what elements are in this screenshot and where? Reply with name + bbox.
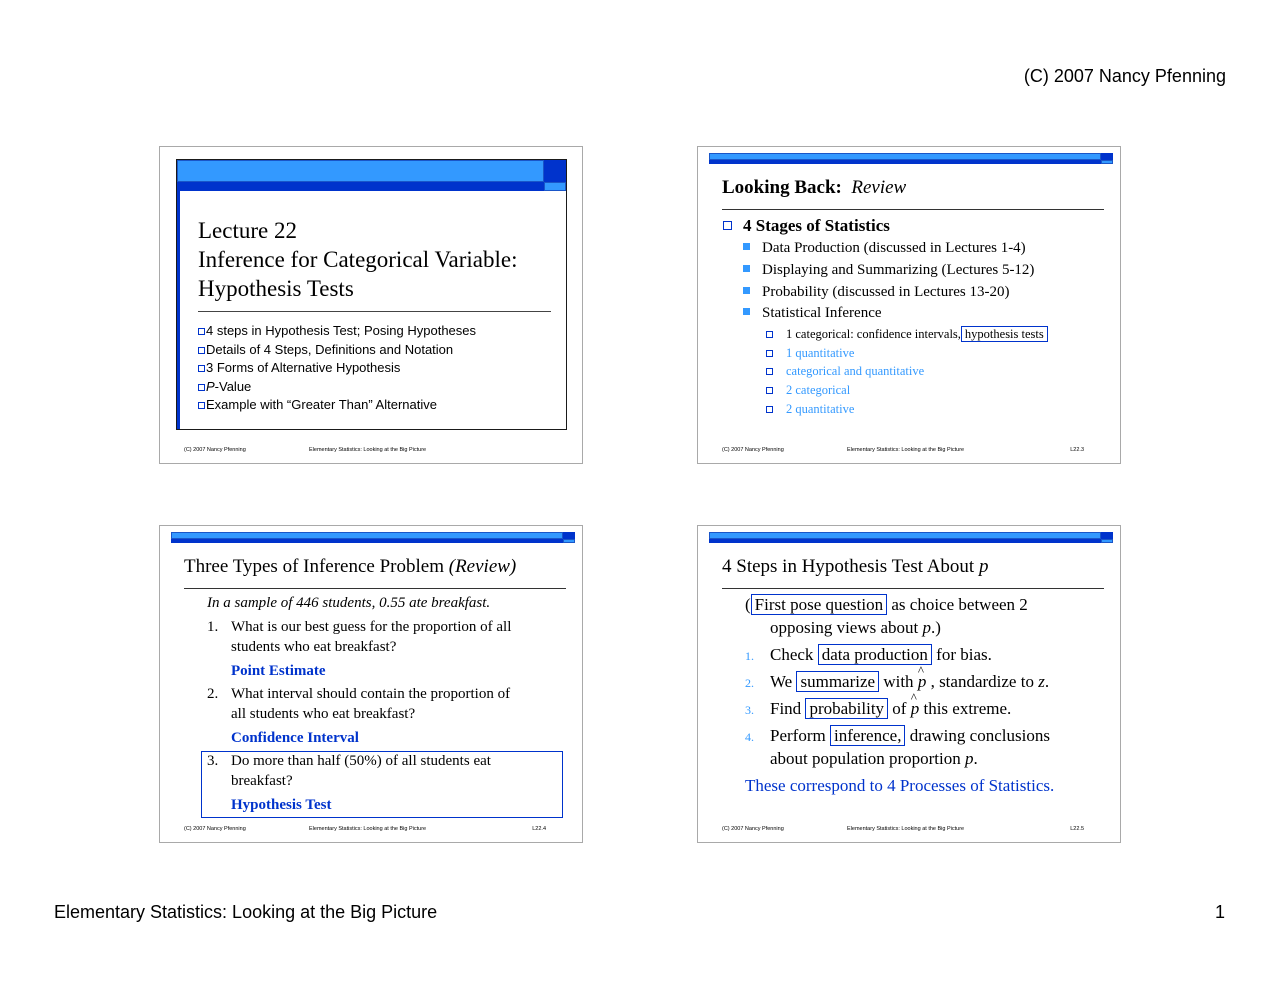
- highlight-box: probability: [805, 698, 888, 719]
- slide-title: 4 Steps in Hypothesis Test About p: [722, 556, 989, 577]
- square-bullet-icon: [743, 265, 750, 272]
- slide-footer-book: Elementary Statistics: Looking at the Big Picture: [847, 447, 965, 453]
- square-bullet-icon: [198, 365, 205, 372]
- answer-2: Confidence Interval: [231, 730, 359, 746]
- intro-text: In a sample of 446 students, 0.55 ate breakfast.: [207, 595, 491, 611]
- slide-2-looking-back: [697, 146, 1121, 464]
- square-bullet-icon: [198, 328, 205, 335]
- lecture-outline: [198, 322, 476, 415]
- outline-item: Details of 4 Steps, Definitions and Notation: [198, 341, 476, 360]
- highlight-box: summarize: [796, 671, 879, 692]
- title-frame: [176, 159, 567, 430]
- bullet-level2: Statistical Inference: [743, 305, 882, 322]
- bullet-level2: Displaying and Summarizing (Lectures 5-12): [743, 262, 1034, 279]
- slide-1-title: [159, 146, 583, 464]
- answer-3: Hypothesis Test: [231, 797, 332, 813]
- title-strip-square: [544, 182, 566, 191]
- square-bullet-icon: [743, 308, 750, 315]
- title-bar-decoration: [177, 160, 544, 182]
- square-bullet-icon: [766, 350, 773, 357]
- square-bullet-icon: [743, 243, 750, 250]
- slide-footer-copyright: (C) 2007 Nancy Pfenning: [722, 826, 784, 832]
- slide-footer-book: Elementary Statistics: Looking at the Big Picture: [309, 826, 427, 832]
- page-footer-title: Elementary Statistics: Looking at the Big Picture: [54, 902, 438, 922]
- slide-number: L22.4: [532, 826, 546, 832]
- title-divider: [198, 311, 551, 312]
- p-hat-symbol: ^ p: [918, 672, 927, 692]
- title-bar-square: [544, 160, 566, 182]
- slide-footer-copyright: (C) 2007 Nancy Pfenning: [722, 447, 784, 453]
- step-2: 2. We summarize with ^ p , standardize to z.: [745, 672, 1049, 692]
- bullet-level3: categorical and quantitative: [766, 364, 924, 379]
- step-3: 3. Find probability of ^ p this extreme.: [745, 699, 1011, 719]
- square-bullet-icon: [198, 347, 205, 354]
- square-bullet-icon: [766, 368, 773, 375]
- page-number: 1: [1214, 902, 1225, 922]
- slide-footer-book: Elementary Statistics: Looking at the Big Picture: [847, 826, 965, 832]
- square-bullet-icon: [766, 387, 773, 394]
- step-0: ( First pose question as choice between 2: [745, 595, 1028, 614]
- outline-item: 4 steps in Hypothesis Test; Posing Hypotheses: [198, 322, 476, 341]
- highlight-box: hypothesis tests: [961, 326, 1048, 342]
- bullet-level3: 1 categorical: confidence intervals, hypothesis tests: [766, 327, 1048, 342]
- slide-4-hypothesis-steps: 4 Steps in Hypothesis Test About p ( First pose question as choice between 2 opposing views about p.) 1. Check data production for bias. 2. We summarize with ^ p , standardize to z. 3. Find probability of ^ p this extreme. 4. Perform inference, drawing conclusions about population proportion p. These correspond to 4 Processes of Statistics. (C) 2007 Nancy Pfenning Elementary Statistics: Looking at the Big Picture L22.5: [697, 525, 1121, 843]
- square-bullet-icon: [766, 406, 773, 413]
- step-4: 4. Perform inference, drawing conclusions: [745, 726, 1050, 745]
- square-bullet-icon: [198, 384, 205, 391]
- step-1: 1. Check data production for bias.: [745, 645, 992, 664]
- answer-1: Point Estimate: [231, 663, 326, 679]
- slide-3-inference-types: Three Types of Inference Problem (Review) In a sample of 446 students, 0.55 ate breakfast. 1. What is our best guess for the proportion of all students who eat breakfast? Point Estimate 2. What interval should contain the proportion of all students who eat breakfast? Confidence Interval 3. Do more than half (50%) of all students eat breakfast? Hypothesis Test (C) 2007 Nancy Pfenning Elementary Statistics: Looking at the Big Picture L22.4: [159, 525, 583, 843]
- outline-item: P-Value: [198, 378, 476, 397]
- square-bullet-icon: [198, 402, 205, 409]
- square-bullet-icon: [766, 331, 773, 338]
- square-bullet-icon: [723, 221, 732, 230]
- bullet-level2: Probability (discussed in Lectures 13-20): [743, 284, 1009, 301]
- question-1: What is our best guess for the proportion of all: [231, 619, 512, 635]
- p-hat-symbol: ^ p: [911, 699, 920, 719]
- slide-number: L22.3: [1070, 447, 1084, 453]
- question-2: What interval should contain the proportion of: [231, 686, 511, 702]
- slide-footer-copyright: (C) 2007 Nancy Pfenning: [184, 826, 246, 832]
- square-bullet-icon: [743, 287, 750, 294]
- title-divider: [722, 588, 1104, 589]
- lecture-title: Lecture 22 Inference for Categorical Variable: Hypothesis Tests: [198, 218, 518, 301]
- bullet-level3: 2 categorical: [766, 383, 850, 398]
- slide-top-bar: [709, 532, 1114, 543]
- highlight-box: First pose question: [751, 594, 887, 615]
- bullet-level1: 4 Stages of Statistics: [723, 216, 890, 236]
- question-3: Do more than half (50%) of all students eat: [231, 753, 491, 769]
- title-strip: [177, 182, 544, 191]
- outline-item: 3 Forms of Alternative Hypothesis: [198, 359, 476, 378]
- title-left-bar: [177, 191, 180, 429]
- slide-title: Looking Back: Review: [722, 177, 907, 198]
- slide-top-bar: [709, 153, 1114, 164]
- bullet-level3: 1 quantitative: [766, 346, 854, 361]
- slide-title: Three Types of Inference Problem (Review): [184, 556, 517, 577]
- highlight-box: inference,: [830, 725, 905, 746]
- slide-number: L22.5: [1070, 826, 1084, 832]
- slide-footer-book: Elementary Statistics: Looking at the Big Picture: [309, 447, 427, 453]
- outline-item: Example with “Greater Than” Alternative: [198, 396, 476, 415]
- page-header-copyright: (C) 2007 Nancy Pfenning: [1023, 66, 1226, 86]
- slide-footer-copyright: (C) 2007 Nancy Pfenning: [184, 447, 246, 453]
- title-divider: [722, 209, 1104, 210]
- conclusion-text: These correspond to 4 Processes of Statistics.: [745, 776, 1055, 795]
- bullet-level2: Data Production (discussed in Lectures 1-4): [743, 240, 1026, 257]
- title-divider: [184, 588, 566, 589]
- highlight-box: data production: [818, 644, 932, 665]
- slide-top-bar: [171, 532, 576, 543]
- bullet-level3: 2 quantitative: [766, 402, 854, 417]
